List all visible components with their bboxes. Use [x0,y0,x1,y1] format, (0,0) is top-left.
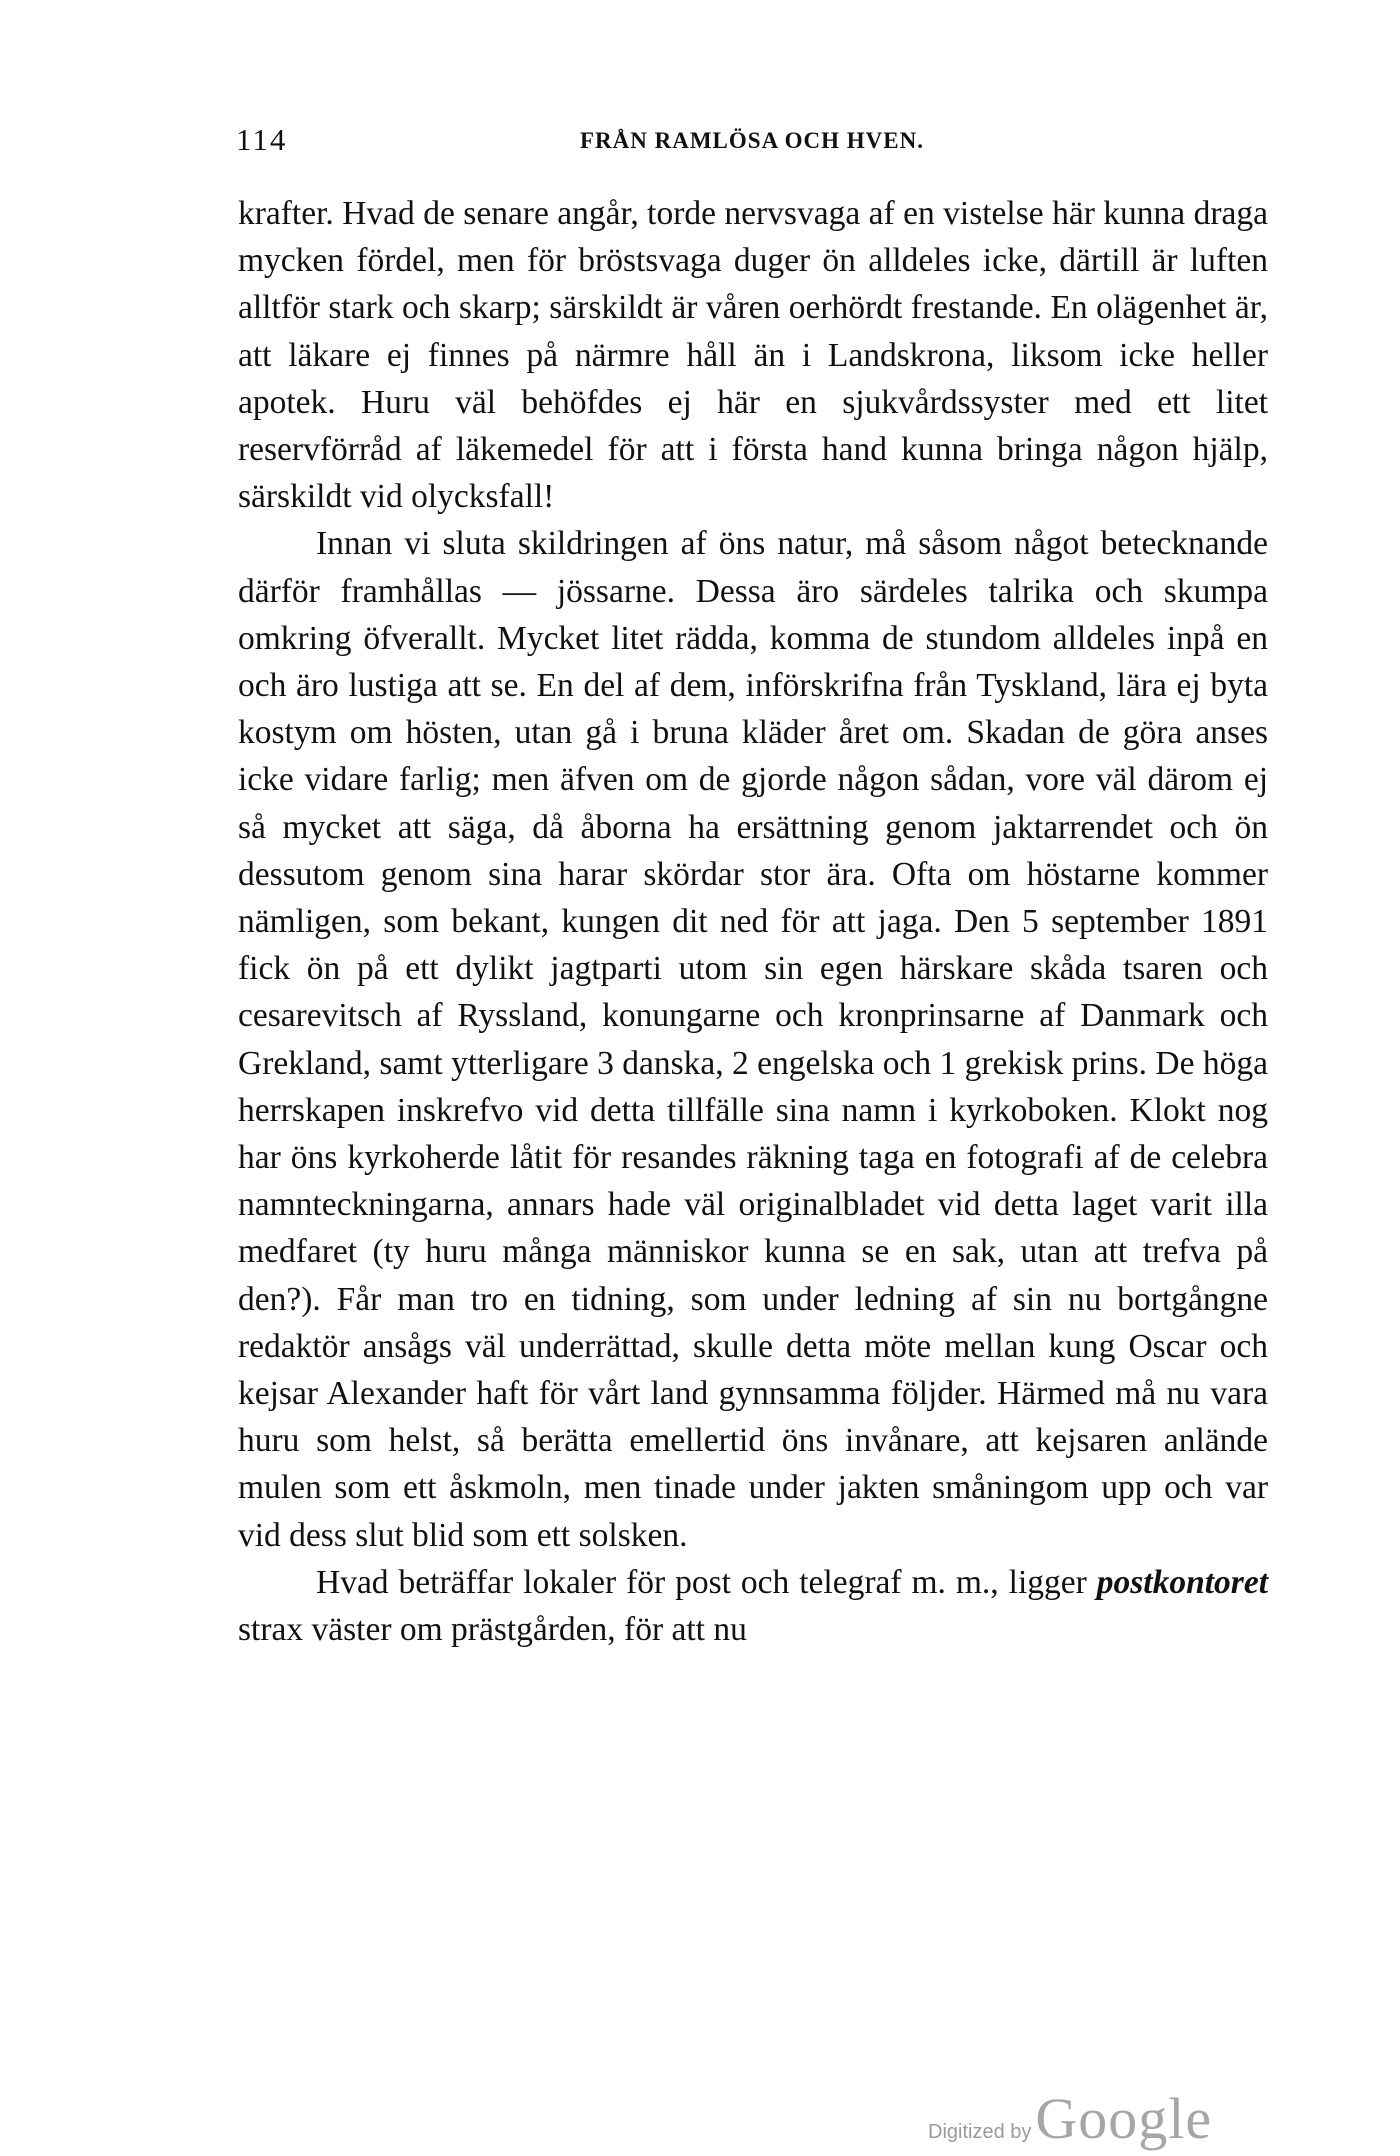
body-text [238,190,1268,1653]
paragraph-1: krafter. Hvad de senare angår, torde nervsvaga af en vistelse här kunna draga mycken fördel, men för bröstsvaga duger ön alldeles icke, därtill är luften alltför stark och skarp; särskildt är våren oerhördt frestande. En olägenhet är, att läkare ej finnes på närmre håll än i Landskrona, liksom icke heller apotek. Huru väl behöfdes ej här en sjukvårdssyster med ett litet reservförråd af läkemedel för att i första hand kunna bringa någon hjälp, särskildt vid olycksfall! [238,195,1268,516]
digitization-watermark [928,2085,1213,2151]
paragraph-3-text-after: strax väster om prästgården, för att nu [238,1611,747,1649]
page-header [236,122,1268,162]
watermark-label: Digitized by [928,2121,1032,2143]
page-number: 114 [236,122,288,157]
running-title: FRÅN RAMLÖSA OCH HVEN. [579,128,924,153]
paragraph-3 [238,1559,1268,1653]
paragraph-2: Innan vi sluta skildringen af öns natur, må såsom något betecknande därför framhållas — jössarne. Dessa äro särdeles talrika och skumpa omkring öfverallt. Mycket litet rädda, komma de stundom alldeles inpå en och äro lustiga att se. En del af dem, införskrifna från Tyskland, lära ej byta kostym om hösten, utan gå i bruna kläder året om. Skadan de göra anses icke vidare farlig; men äfven om de gjorde någon sådan, vore väl därom ej så mycket att säga, då åborna ha ersättning genom jaktarrendet och ön dessutom genom sina harar skördar stor ära. Ofta om höstarne kommer nämligen, som bekant, kungen dit ned för att jaga. Den 5 september 1891 fick ön på ett dylikt jagtparti utom sin egen härskare skåda tsaren och cesarevitsch af Ryssland, konungarne och kronprinsarne af Danmark och Grekland, samt ytterligare 3 danska, 2 engelska och 1 grekisk prins. De höga herrskapen inskrefvo vid detta tillfälle sina namn i kyrkoboken. Klokt nog har öns kyrkoherde låtit för resandes räkning taga en fotografi af de celebra namnteckningarna, annars hade väl originalbladet vid detta laget varit illa medfaret (ty huru många människor kunna se en sak, utan att trefva på den?). Får man tro en tidning, som under ledning af sin nu bortgångne redaktör ansågs väl underrättad, skulle detta möte mellan kung Oscar och kejsar Alexander haft för vårt land gynnsamma följder. Härmed må nu vara huru som helst, så berätta emellertid öns invånare, att kejsaren anlände mulen som ett åskmoln, men tinade under jakten småningom upp och var vid dess slut blid som ett solsken. [238,525,1268,1554]
google-logo: Google [1035,2086,1213,2151]
paragraph-3-text-before: Hvad beträffar lokaler för post och telegraf m. m., ligger [316,1563,1087,1601]
emphasized-term: postkontoret [1096,1563,1268,1601]
